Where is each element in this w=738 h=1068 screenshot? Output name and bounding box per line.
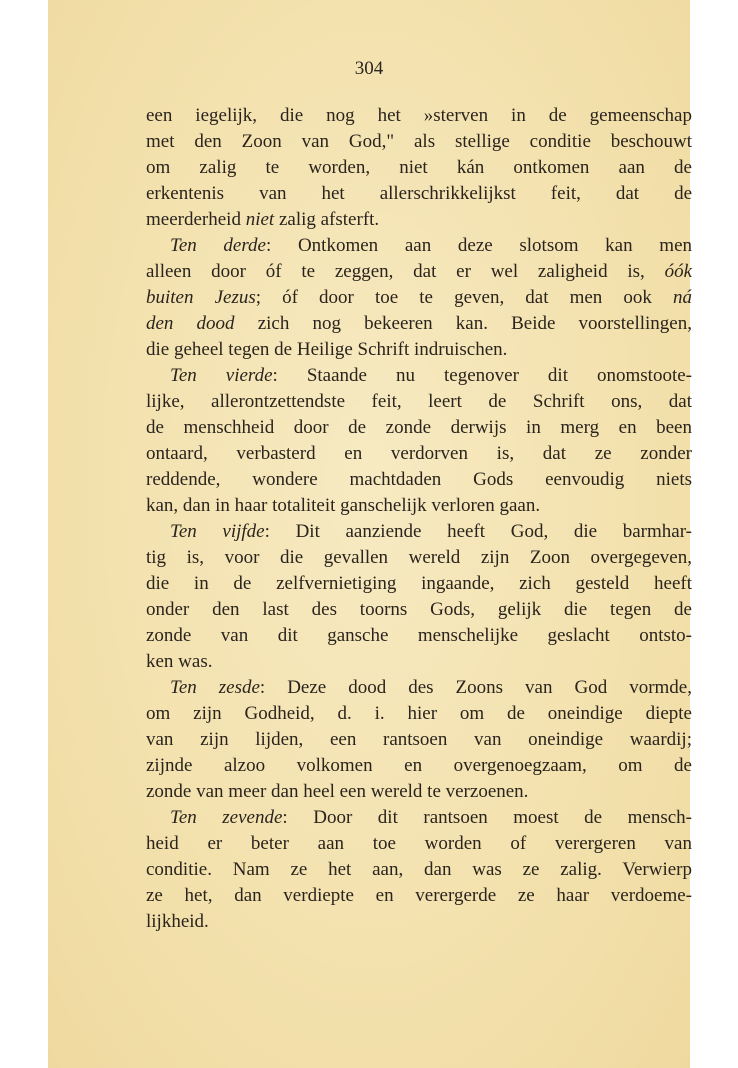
book-page — [48, 0, 693, 1068]
text-line — [146, 285, 692, 311]
text-line — [146, 155, 692, 181]
text-segment: lijkheid. — [146, 911, 209, 932]
text-line — [146, 701, 692, 727]
text-line — [146, 883, 692, 909]
text-line — [146, 857, 692, 883]
text-segment: conditie. Nam ze het aan, dan was ze zalig. Verwierp — [146, 859, 692, 880]
text-line — [146, 181, 692, 207]
italic-segment: óók — [664, 261, 692, 282]
italic-segment: Ten zesde — [170, 677, 260, 698]
text-segment: lijke, allerontzettendste feit, leert de Schrift ons, dat — [146, 391, 692, 412]
text-segment: een iegelijk, die nog het »sterven in de gemeenschap — [146, 105, 692, 126]
text-line — [146, 909, 692, 935]
text-segment: : Deze dood des Zoons van God vormde, — [259, 677, 692, 698]
text-line — [146, 753, 692, 779]
paragraph — [146, 103, 692, 233]
text-segment: : Dit aanziende heeft God, die barmhar- — [264, 521, 692, 542]
text-segment: erkentenis van het allerschrikkelijkst feit, dat de — [146, 183, 692, 204]
paragraph — [146, 675, 692, 805]
text-line — [146, 493, 692, 519]
text-segment: tig is, voor die gevallen wereld zijn Zoon overgegeven, — [146, 547, 692, 568]
text-line — [146, 363, 692, 389]
text-line — [146, 779, 692, 805]
paragraph — [146, 805, 692, 935]
paragraph — [146, 519, 692, 675]
body-text — [146, 103, 692, 935]
text-line — [146, 389, 692, 415]
text-line — [146, 597, 692, 623]
text-segment: meerderheid — [146, 209, 246, 230]
text-line — [146, 233, 692, 259]
text-line — [146, 441, 692, 467]
text-segment: heid er beter aan toe worden of verergeren van — [146, 833, 692, 854]
text-segment: zijnde alzoo volkomen en overgenoegzaam, om de — [146, 755, 692, 776]
text-line — [146, 545, 692, 571]
text-segment: om zijn Godheid, d. i. hier om de oneindige diepte — [146, 703, 692, 724]
text-segment: met den Zoon van God," als stellige conditie beschouwt — [146, 131, 692, 152]
text-segment: die in de zelfvernietiging ingaande, zich gesteld heeft — [146, 573, 692, 594]
text-segment: die geheel tegen de Heilige Schrift indruischen. — [146, 339, 508, 360]
text-segment: alleen door óf te zeggen, dat er wel zaligheid is, — [146, 261, 665, 282]
text-segment: van zijn lijden, een rantsoen van oneindige waardij; — [146, 729, 692, 750]
italic-segment: Ten vierde — [170, 365, 273, 386]
text-line — [146, 675, 692, 701]
text-segment: om zalig te worden, niet kán ontkomen aan de — [146, 157, 692, 178]
italic-segment: Ten zevende — [170, 807, 283, 828]
text-line — [146, 259, 692, 285]
text-segment: reddende, wondere machtdaden Gods eenvoudig niets — [146, 469, 692, 490]
text-segment: zich nog bekeeren kan. Beide voorstellingen, — [234, 313, 692, 334]
page-number: 304 — [354, 58, 384, 79]
italic-segment: Ten vijfde — [170, 521, 265, 542]
paragraph — [146, 233, 692, 363]
text-segment: zonde van meer dan heel een wereld te verzoenen. — [146, 781, 529, 802]
text-line — [146, 623, 692, 649]
text-segment: ze het, dan verdiepte en verergerde ze haar verdoeme- — [146, 885, 692, 906]
text-segment: : Door dit rantsoen moest de mensch- — [282, 807, 693, 828]
text-segment: zonde van dit gansche menschelijke geslacht ontsto- — [146, 625, 692, 646]
text-line — [146, 831, 692, 857]
text-segment: ; óf door toe te geven, dat men ook — [255, 287, 673, 308]
text-segment: kan, dan in haar totaliteit ganschelijk verloren gaan. — [146, 495, 541, 516]
text-line — [146, 415, 692, 441]
text-segment: zalig afsterft. — [274, 209, 380, 230]
italic-segment: buiten Jezus — [146, 287, 256, 308]
text-line — [146, 649, 692, 675]
text-segment: de menschheid door de zonde derwijs in merg en been — [146, 417, 692, 438]
text-line — [146, 467, 692, 493]
text-line — [146, 805, 692, 831]
paragraph — [146, 363, 692, 519]
text-line — [146, 337, 692, 363]
text-segment: ken was. — [146, 651, 213, 672]
text-line — [146, 727, 692, 753]
text-line — [146, 103, 692, 129]
italic-segment: ná — [673, 287, 692, 308]
italic-segment: Ten derde — [170, 235, 266, 256]
text-segment: : Staande nu tegenover dit onomstoote- — [272, 365, 692, 386]
text-segment: : Ontkomen aan deze slotsom kan men — [266, 235, 692, 256]
text-line — [146, 207, 692, 233]
italic-segment: den dood — [146, 313, 235, 334]
italic-segment: niet — [245, 209, 275, 230]
text-line — [146, 129, 692, 155]
text-segment: onder den last des toorns Gods, gelijk die tegen de — [146, 599, 692, 620]
text-line — [146, 571, 692, 597]
text-line — [146, 519, 692, 545]
text-line — [146, 311, 692, 337]
text-segment: ontaard, verbasterd en verdorven is, dat ze zonder — [146, 443, 692, 464]
